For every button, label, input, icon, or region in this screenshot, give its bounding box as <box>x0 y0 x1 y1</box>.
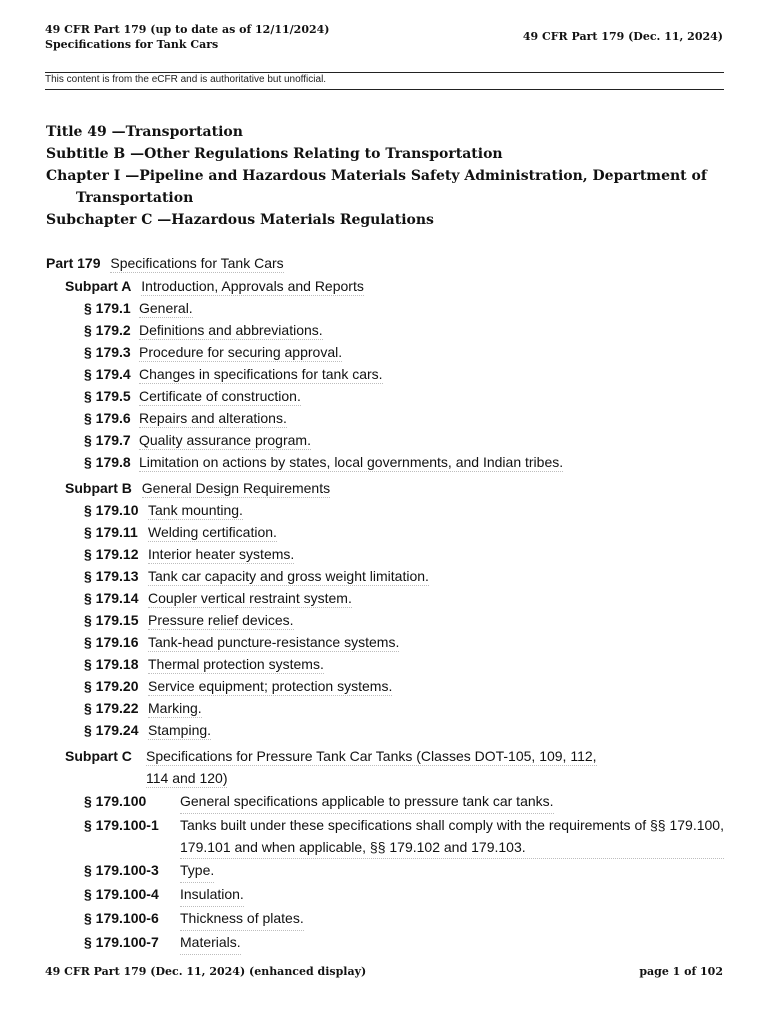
chapter-heading <box>46 165 726 209</box>
toc-row[interactable] <box>84 907 724 931</box>
subtitle-heading: Subtitle B —Other Regulations Relating to Transportation <box>46 146 503 162</box>
section-number: § 179.11 <box>84 524 138 540</box>
section-number: § 179.13 <box>84 568 139 584</box>
section-link[interactable]: Limitation on actions by states, local governments, and Indian tribes. <box>139 454 564 470</box>
subpart-b-section-list <box>84 499 429 741</box>
section-link[interactable]: Thickness of plates. <box>180 907 304 931</box>
section-link[interactable]: Repairs and alterations. <box>139 410 287 426</box>
toc-row[interactable] <box>84 521 429 543</box>
subpart-c-section-list <box>84 790 724 955</box>
toc-row[interactable] <box>84 790 724 814</box>
section-number: § 179.24 <box>84 722 139 738</box>
chapter-heading-line1: Chapter I —Pipeline and Hazardous Materials Safety Administration, Department of <box>46 168 707 184</box>
toc-row[interactable] <box>84 931 724 955</box>
header-part-title: Specifications for Tank Cars <box>45 38 219 51</box>
section-number: § 179.100-3 <box>84 862 159 878</box>
subpart-c-entry[interactable] <box>65 745 665 789</box>
toc-row[interactable] <box>84 697 429 719</box>
authority-notice: This content is from the eCFR and is authoritative but unofficial. <box>45 74 327 85</box>
toc-row[interactable] <box>84 814 724 859</box>
section-link[interactable]: Interior heater systems. <box>148 546 295 562</box>
subpart-b-entry[interactable] <box>65 477 330 499</box>
title-heading: Title 49 —Transportation <box>46 124 243 140</box>
section-link[interactable]: Thermal protection systems. <box>148 656 324 672</box>
header-citation: 49 CFR Part 179 (up to date as of 12/11/2024) <box>45 23 330 36</box>
section-link[interactable]: Tank mounting. <box>148 502 243 518</box>
section-number: § 179.18 <box>84 656 139 672</box>
toc-row[interactable] <box>84 675 429 697</box>
section-number: § 179.5 <box>84 388 131 404</box>
section-number: § 179.100-1 <box>84 817 159 833</box>
section-number: § 179.6 <box>84 410 131 426</box>
toc-row[interactable] <box>84 543 429 565</box>
section-number: § 179.3 <box>84 344 131 360</box>
section-link[interactable]: Marking. <box>148 700 202 716</box>
section-link[interactable]: Coupler vertical restraint system. <box>148 590 352 606</box>
section-link[interactable]: Stamping. <box>148 722 212 738</box>
part-link[interactable]: Specifications for Tank Cars <box>110 255 284 271</box>
toc-row[interactable] <box>84 631 429 653</box>
subchapter-heading: Subchapter C —Hazardous Materials Regulations <box>46 212 434 228</box>
section-link[interactable]: Tank-head puncture-resistance systems. <box>148 634 400 650</box>
section-link[interactable]: Tank car capacity and gross weight limitation. <box>148 568 429 584</box>
section-link[interactable]: General. <box>139 300 193 316</box>
subpart-a-section-list <box>84 297 563 473</box>
toc-row[interactable] <box>84 429 563 451</box>
section-link[interactable]: Service equipment; protection systems. <box>148 678 393 694</box>
header-rule-bottom <box>45 89 724 90</box>
toc-row[interactable] <box>84 719 429 741</box>
section-link[interactable]: General specifications applicable to pressure tank car tanks. <box>180 790 554 814</box>
toc-row[interactable] <box>84 587 429 609</box>
section-link[interactable]: Certificate of construction. <box>139 388 301 404</box>
part-entry[interactable] <box>46 252 284 274</box>
toc-row[interactable] <box>84 407 563 429</box>
section-link[interactable]: Materials. <box>180 931 241 955</box>
part-number: Part 179 <box>46 255 101 271</box>
section-number: § 179.7 <box>84 432 131 448</box>
section-number: § 179.10 <box>84 502 139 518</box>
subpart-a-entry[interactable] <box>65 275 364 297</box>
section-number: § 179.100-7 <box>84 934 159 950</box>
toc-row[interactable] <box>84 451 563 473</box>
section-link[interactable]: Procedure for securing approval. <box>139 344 343 360</box>
section-number: § 179.100 <box>84 793 147 809</box>
toc-row[interactable] <box>84 363 563 385</box>
toc-row[interactable] <box>84 653 429 675</box>
page-number: page 1 of 102 <box>639 965 723 978</box>
subpart-c-number: Subpart C <box>65 748 132 764</box>
header-rule-top <box>45 72 724 73</box>
section-link[interactable]: Quality assurance program. <box>139 432 311 448</box>
section-number: § 179.22 <box>84 700 139 716</box>
section-number: § 179.100-6 <box>84 910 159 926</box>
section-link[interactable]: Insulation. <box>180 883 244 907</box>
section-number: § 179.4 <box>84 366 131 382</box>
footer-citation: 49 CFR Part 179 (Dec. 11, 2024) (enhanced display) <box>45 965 367 978</box>
section-number: § 179.14 <box>84 590 139 606</box>
toc-row[interactable] <box>84 499 429 521</box>
section-link[interactable]: Tanks built under these specifications shall comply with the requirements of §§ 179.100, 179.101 and when applicable, §§ 179.102 and 179.103. <box>180 814 724 859</box>
toc-row[interactable] <box>84 859 724 883</box>
section-number: § 179.16 <box>84 634 139 650</box>
subpart-b-link[interactable]: General Design Requirements <box>141 480 331 496</box>
toc-row[interactable] <box>84 609 429 631</box>
section-number: § 179.1 <box>84 300 131 316</box>
running-header-left <box>45 22 330 52</box>
subpart-a-link[interactable]: Introduction, Approvals and Reports <box>141 278 364 294</box>
section-link[interactable]: Changes in specifications for tank cars. <box>139 366 383 382</box>
section-link[interactable]: Welding certification. <box>148 524 277 540</box>
toc-row[interactable] <box>84 565 429 587</box>
toc-row[interactable] <box>84 297 563 319</box>
section-link[interactable]: Pressure relief devices. <box>148 612 294 628</box>
hierarchy-block <box>46 121 726 231</box>
running-header-right: 49 CFR Part 179 (Dec. 11, 2024) <box>522 30 723 43</box>
toc-row[interactable] <box>84 385 563 407</box>
section-number: § 179.20 <box>84 678 139 694</box>
section-number: § 179.12 <box>84 546 139 562</box>
subpart-b-number: Subpart B <box>65 480 132 496</box>
subpart-a-number: Subpart A <box>65 278 132 294</box>
section-number: § 179.15 <box>84 612 139 628</box>
subpart-c-link-continued[interactable]: 114 and 120) <box>146 770 228 786</box>
toc-row[interactable] <box>84 319 563 341</box>
section-number: § 179.8 <box>84 454 131 470</box>
section-number: § 179.100-4 <box>84 886 159 902</box>
chapter-heading-line2: Transportation <box>76 190 194 206</box>
section-link[interactable]: Type. <box>180 859 214 883</box>
section-link[interactable]: Definitions and abbreviations. <box>139 322 323 338</box>
subpart-c-link[interactable]: Specifications for Pressure Tank Car Tanks (Classes DOT-105, 109, 112, <box>146 748 597 764</box>
section-number: § 179.2 <box>84 322 131 338</box>
toc-row[interactable] <box>84 883 724 907</box>
toc-row[interactable] <box>84 341 563 363</box>
